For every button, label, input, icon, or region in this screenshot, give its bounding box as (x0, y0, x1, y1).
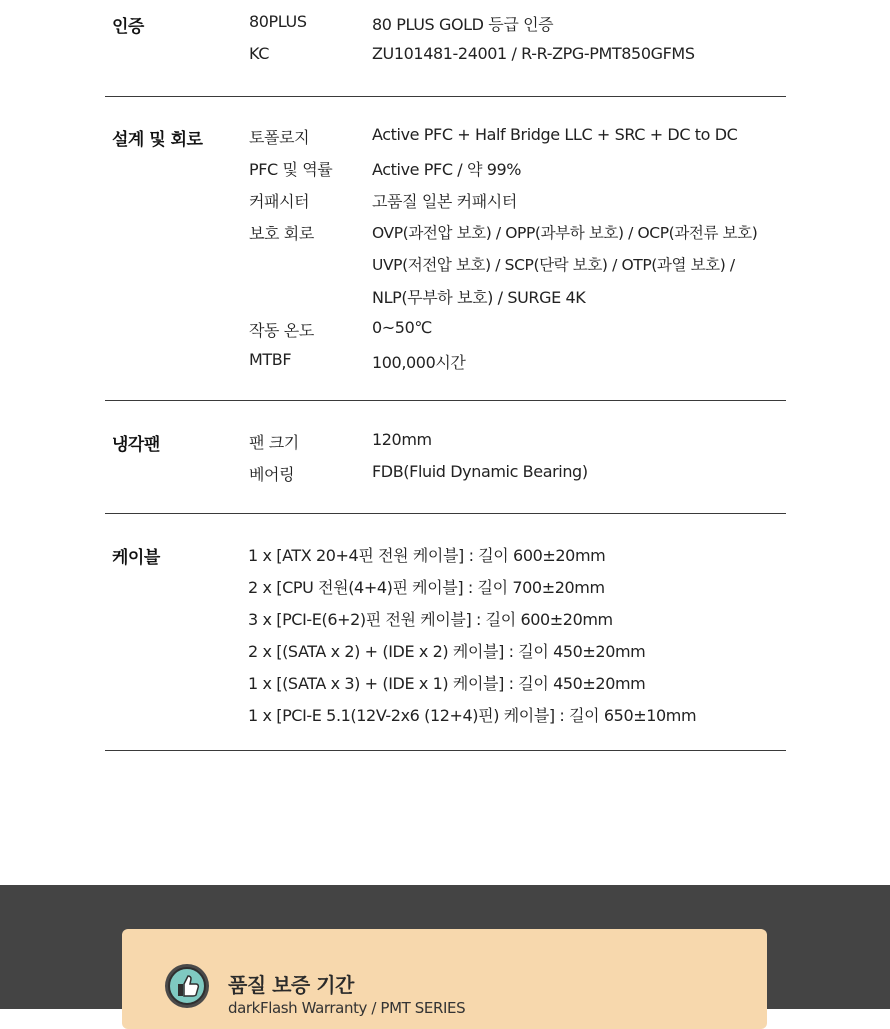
spec-value: 80 PLUS GOLD 등급 인증 (372, 15, 554, 34)
spec-row (105, 12, 786, 44)
warranty-title: 품질 보증 기간 (228, 973, 354, 997)
cable-item (105, 607, 786, 639)
cable-text: 2 x [(SATA x 2) + (IDE x 2) 케이블] : 길이 450±20mm (248, 642, 646, 661)
cable-item (105, 575, 786, 607)
spec-value: 0~50℃ (372, 318, 432, 337)
section-cert (105, 0, 786, 97)
spec-row (105, 189, 786, 221)
spec-label: 작동 온도 (249, 321, 314, 340)
spec-label: 토폴로지 (249, 128, 310, 147)
spec-value: Active PFC + Half Bridge LLC + SRC + DC to DC (372, 125, 738, 144)
spec-value: 100,000시간 (372, 353, 466, 372)
section-cooling (105, 401, 786, 514)
cable-text: 1 x [PCI-E 5.1(12V-2x6 (12+4)핀) 케이블] : 길이 650±10mm (248, 706, 697, 725)
cable-text: 1 x [(SATA x 3) + (IDE x 1) 케이블] : 길이 450±20mm (248, 674, 646, 693)
spec-row (105, 221, 786, 253)
spec-table (105, 0, 786, 751)
section-title-cooling: 냉각팬 (112, 435, 160, 455)
spec-label: 베어링 (249, 465, 295, 484)
spec-row (105, 125, 786, 157)
spec-value: Active PFC / 약 99% (372, 160, 522, 179)
cable-text: 2 x [CPU 전원(4+4)핀 케이블] : 길이 700±20mm (248, 578, 605, 597)
spec-row (105, 430, 786, 462)
spec-label: 커패시터 (249, 192, 310, 211)
spec-row (105, 44, 786, 76)
section-title-cable: 케이블 (112, 548, 160, 568)
cable-item (105, 639, 786, 671)
cable-item (105, 543, 786, 575)
cable-item (105, 703, 786, 735)
cable-text: 3 x [PCI-E(6+2)핀 전원 케이블] : 길이 600±20mm (248, 610, 613, 629)
spec-value: FDB(Fluid Dynamic Bearing) (372, 462, 588, 481)
spec-value: ZU101481-24001 / R-R-ZPG-PMT850GFMS (372, 44, 695, 63)
spec-row (105, 285, 786, 317)
spec-value: NLP(무부하 보호) / SURGE 4K (372, 288, 586, 307)
cable-item (105, 671, 786, 703)
thumbs-up-badge-icon (164, 963, 210, 1009)
spec-value: 120mm (372, 430, 432, 449)
warranty-card (122, 929, 767, 1029)
warranty-subtitle: darkFlash Warranty / PMT SERIES (228, 999, 466, 1017)
spec-label: PFC 및 역률 (249, 160, 333, 179)
spec-value: 고품질 일본 커패시터 (372, 192, 517, 211)
spec-row (105, 350, 786, 382)
spec-row (105, 462, 786, 494)
spec-label: MTBF (249, 350, 292, 369)
spec-row (105, 318, 786, 350)
cable-text: 1 x [ATX 20+4핀 전원 케이블] : 길이 600±20mm (248, 546, 606, 565)
spec-row (105, 157, 786, 189)
section-design (105, 97, 786, 401)
spec-label: 80PLUS (249, 12, 307, 31)
spec-label: KC (249, 44, 269, 63)
spec-label: 보호 회로 (249, 224, 314, 243)
spec-label: 팬 크기 (249, 433, 299, 452)
section-cable (105, 514, 786, 751)
spec-value: OVP(과전압 보호) / OPP(과부하 보호) / OCP(과전류 보호) (372, 224, 758, 242)
section-title-design: 설계 및 회로 (112, 130, 203, 150)
spec-row (105, 253, 786, 285)
spec-value: UVP(저전압 보호) / SCP(단락 보호) / OTP(과열 보호) / (372, 256, 735, 274)
section-title-cert: 인증 (112, 17, 144, 37)
